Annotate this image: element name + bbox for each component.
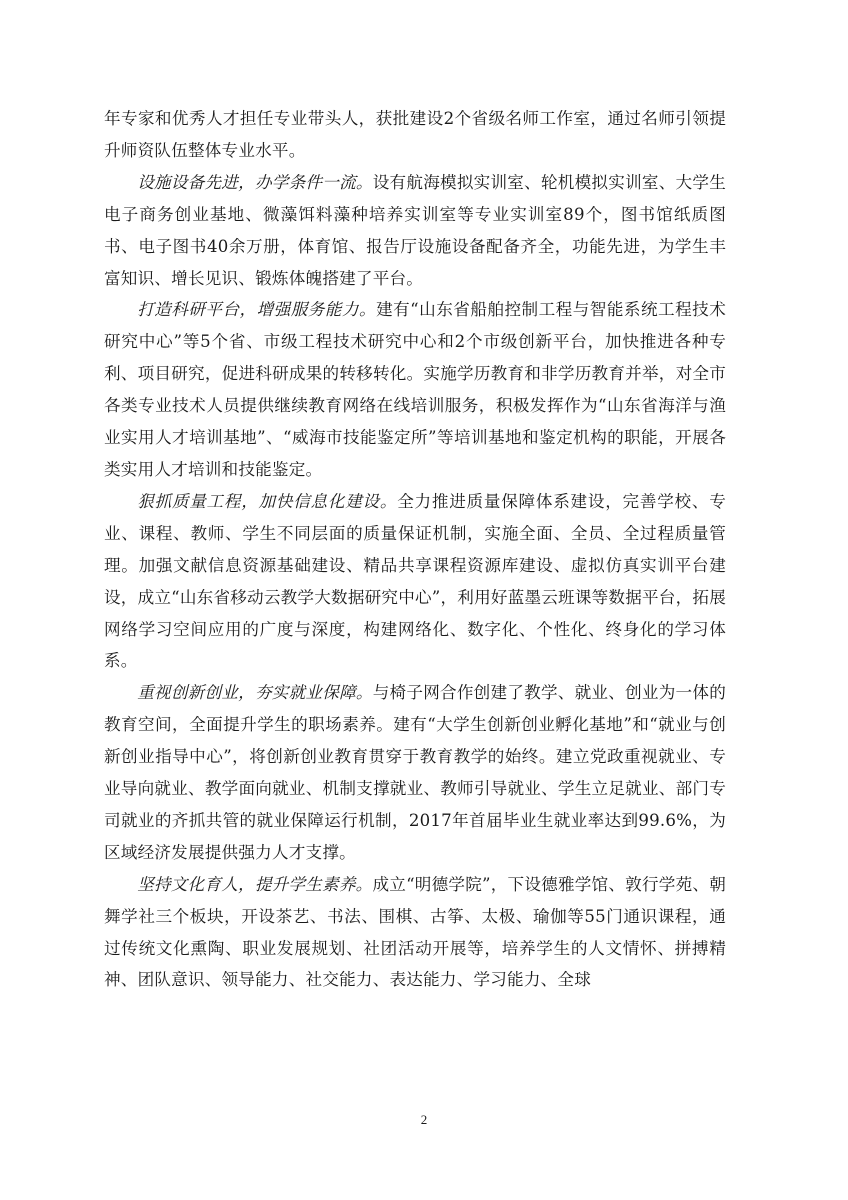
paragraph-lead: 重视创新创业，夯实就业保障。 bbox=[137, 683, 373, 703]
paragraph-facilities bbox=[104, 167, 726, 295]
paragraph-lead: 设施设备先进，办学条件一流。 bbox=[137, 172, 373, 192]
paragraph-text: 与椅子网合作创建了教学、就业、创业为一体的教育空间，全面提升学生的职场素养。建有“大学生创新创业孵化基地”和“就业与创新创业指导中心”，将创新创业教育贯穿于教育教学的始终。建立党政重视就业、专业导向就业、教学面向就业、机制支撑就业、教师引导就业、学生立足就业、部门专司就业的齐抓共管的就业保障运行机制，2017年首届毕业生就业率达到99.6%，为区域经济发展提供强力人才支撑。 bbox=[104, 683, 726, 862]
paragraph-lead: 坚持文化育人，提升学生素养。 bbox=[137, 874, 373, 894]
paragraph-research-platform bbox=[104, 294, 726, 485]
paragraph-entrepreneurship bbox=[104, 677, 726, 868]
paragraph-text: 全力推进质量保障体系建设，完善学校、专业、课程、教师、学生不同层面的质量保证机制，实施全面、全员、全过程质量管理。加强文献信息资源基础建设、精品共享课程资源库建设、虚拟仿真实训平台建设，成立“山东省移动云教学大数据研究中心”，利用好蓝墨云班课等数据平台，拓展网络学习空间应用的广度与深度，构建网络化、数字化、个性化、终身化的学习体系。 bbox=[104, 491, 726, 671]
paragraph-lead: 打造科研平台，增强服务能力。 bbox=[137, 300, 377, 320]
paragraph-lead: 狠抓质量工程，加快信息化建设。 bbox=[137, 491, 398, 511]
paragraph-continuation bbox=[104, 103, 726, 167]
page-number: 2 bbox=[420, 1112, 428, 1127]
paragraph-culture bbox=[104, 869, 726, 997]
document-body bbox=[104, 103, 726, 996]
paragraph-text: 成立“明德学院”，下设德雅学馆、敦行学苑、朝舞学社三个板块，开设茶艺、书法、围棋、古筝、太极、瑜伽等55门通识课程，通过传统文化熏陶、职业发展规划、社团活动开展等，培养学生的人文情怀、拼搏精神、团队意识、领导能力、社交能力、表达能力、学习能力、全球 bbox=[104, 874, 726, 990]
paragraph-text: 建有“山东省船舶控制工程与智能系统工程技术研究中心”等5个省、市级工程技术研究中心和2个市级创新平台，加快推进各种专利、项目研究，促进科研成果的转移转化。实施学历教育和非学历教育并举，对全市各类专业技术人员提供继续教育网络在线培训服务，积极发挥作为“山东省海洋与渔业实用人才培训基地”、“威海市技能鉴定所”等培训基地和鉴定机构的职能，开展各类实用人才培训和技能鉴定。 bbox=[104, 300, 726, 479]
paragraph-quality-engineering bbox=[104, 486, 726, 677]
paragraph-text: 年专家和优秀人才担任专业带头人，获批建设2个省级名师工作室，通过名师引领提升师资队伍整体专业水平。 bbox=[104, 109, 726, 160]
paragraph-text: 设有航海模拟实训室、轮机模拟实训室、大学生电子商务创业基地、微藻饵料藻种培养实训室等专业实训室89个，图书馆纸质图书、电子图书40余万册，体育馆、报告厅设施设备配备齐全，功能先进，为学生丰富知识、增长见识、锻炼体魄搭建了平台。 bbox=[104, 172, 726, 288]
